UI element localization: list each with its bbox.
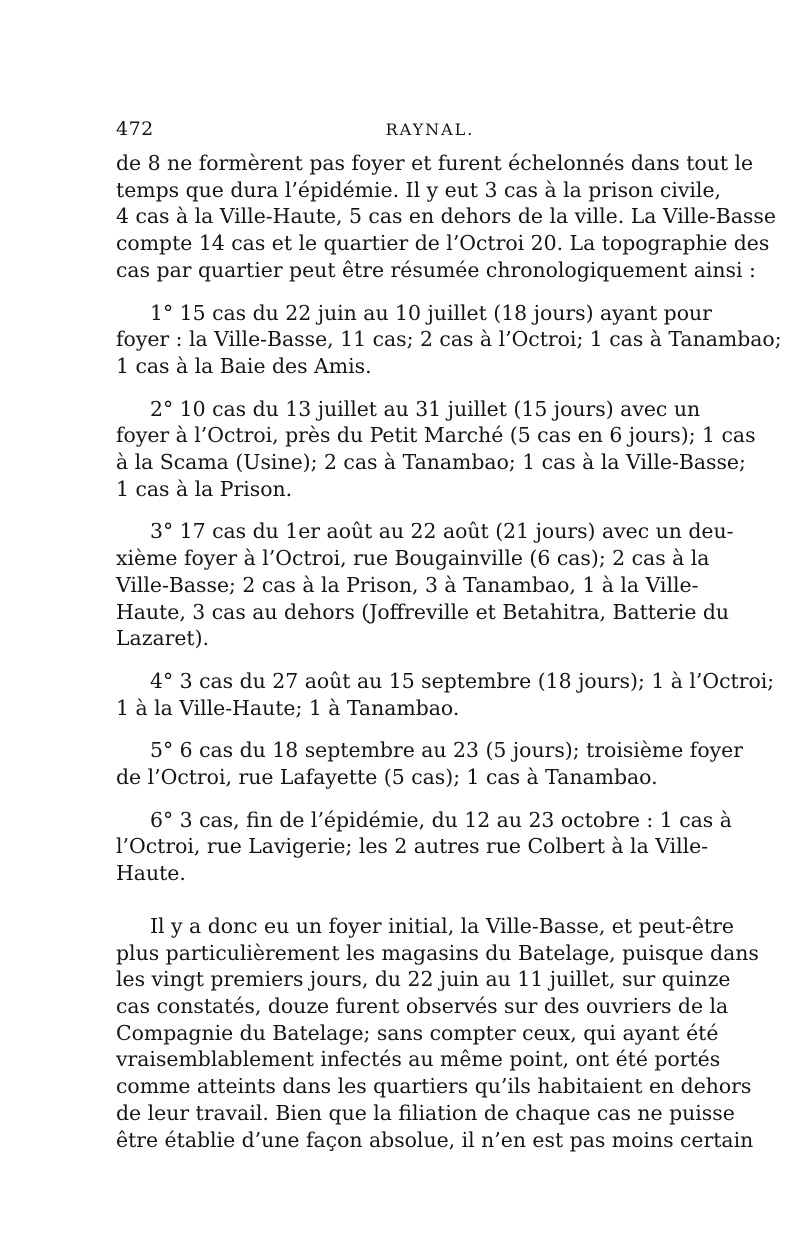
text-line: Lazaret). (116, 626, 210, 651)
text-line: cas constatés, douze furent observés sur des ouvriers de la (116, 993, 729, 1018)
text-line: compte 14 cas et le quartier de l’Octroi 20. La topographie des (116, 231, 770, 256)
text-line: de l’Octroi, rue Lafayette (5 cas); 1 cas à Tanambao. (116, 765, 658, 790)
text-line: foyer à l’Octroi, près du Petit Marché (5 cas en 6 jours); 1 cas (116, 423, 756, 448)
paragraph (116, 518, 734, 652)
page-number: 472 (116, 118, 154, 140)
text-line: 4° 3 cas du 27 août au 15 septembre (18 jours); 1 à l’Octroi; (150, 668, 775, 693)
paragraph (116, 300, 782, 380)
text-line: de leur travail. Bien que la filiation de chaque cas ne puisse (116, 1100, 735, 1125)
paragraph (116, 396, 756, 503)
text-line: plus particulièrement les magasins du Batelage, puisque dans (116, 940, 759, 965)
text-line: être établie d’une façon absolue, il n’en est pas moins certain (116, 1127, 754, 1152)
text-line: temps que dura l’épidémie. Il y eut 3 cas à la prison civile, (116, 177, 721, 202)
text-line: 1 cas à la Prison. (116, 476, 293, 501)
text-line: comme atteints dans les quartiers qu’ils habitaient en dehors (116, 1074, 752, 1099)
text-line: 4 cas à la Ville-Haute, 5 cas en dehors de la ville. La Ville-Basse (116, 204, 776, 229)
text-line: de 8 ne formèrent pas foyer et furent échelonnés dans tout le (116, 151, 754, 175)
text-line: Haute, 3 cas au dehors (Joffreville et Betahitra, Batterie du (116, 599, 730, 624)
page-header (116, 118, 684, 146)
paragraph (116, 150, 776, 284)
text-line: les vingt premiers jours, du 22 juin au 11 juillet, sur quinze (116, 967, 731, 992)
text-line: 2° 10 cas du 13 juillet au 31 juillet (15 jours) avec un (150, 396, 701, 421)
paragraph (116, 913, 759, 1153)
body-text (116, 150, 782, 1153)
text-line: 6° 3 cas, fin de l’épidémie, du 12 au 23 octobre : 1 cas à (150, 807, 732, 832)
text-line: foyer : la Ville-Basse, 11 cas; 2 cas à l’Octroi; 1 cas à Tanambao; (116, 327, 782, 352)
text-line: 5° 6 cas du 18 septembre au 23 (5 jours); troisième foyer (150, 738, 743, 763)
text-line: 1 à la Ville-Haute; 1 à Tanambao. (116, 695, 460, 720)
text-line: cas par quartier peut être résumée chronologiquement ainsi : (116, 257, 756, 282)
running-head: RAYNAL. (385, 120, 475, 139)
paragraph (116, 668, 775, 721)
text-line: vraisemblablement infectés au même point, ont été portés (116, 1047, 721, 1072)
text-line: 3° 17 cas du 1er août au 22 août (21 jours) avec un deu- (150, 519, 734, 544)
text-line: Compagnie du Batelage; sans compter ceux, qui ayant été (116, 1020, 719, 1045)
paragraph (116, 807, 732, 887)
text-line: xième foyer à l’Octroi, rue Bougainville (6 cas); 2 cas à la (116, 546, 710, 571)
text-line: Ville-Basse; 2 cas à la Prison, 3 à Tanambao, 1 à la Ville- (116, 572, 699, 597)
text-line: 1° 15 cas du 22 juin au 10 juillet (18 jours) ayant pour (150, 300, 712, 325)
text-line: à la Scama (Usine); 2 cas à Tanambao; 1 cas à la Ville-Basse; (116, 450, 746, 475)
paragraph (116, 737, 743, 790)
text-line: Il y a donc eu un foyer initial, la Ville-Basse, et peut-être (150, 913, 734, 938)
text-line: 1 cas à la Baie des Amis. (116, 353, 372, 378)
text-line: Haute. (116, 861, 186, 886)
text-line: l’Octroi, rue Lavigerie; les 2 autres rue Colbert à la Ville- (116, 834, 709, 859)
